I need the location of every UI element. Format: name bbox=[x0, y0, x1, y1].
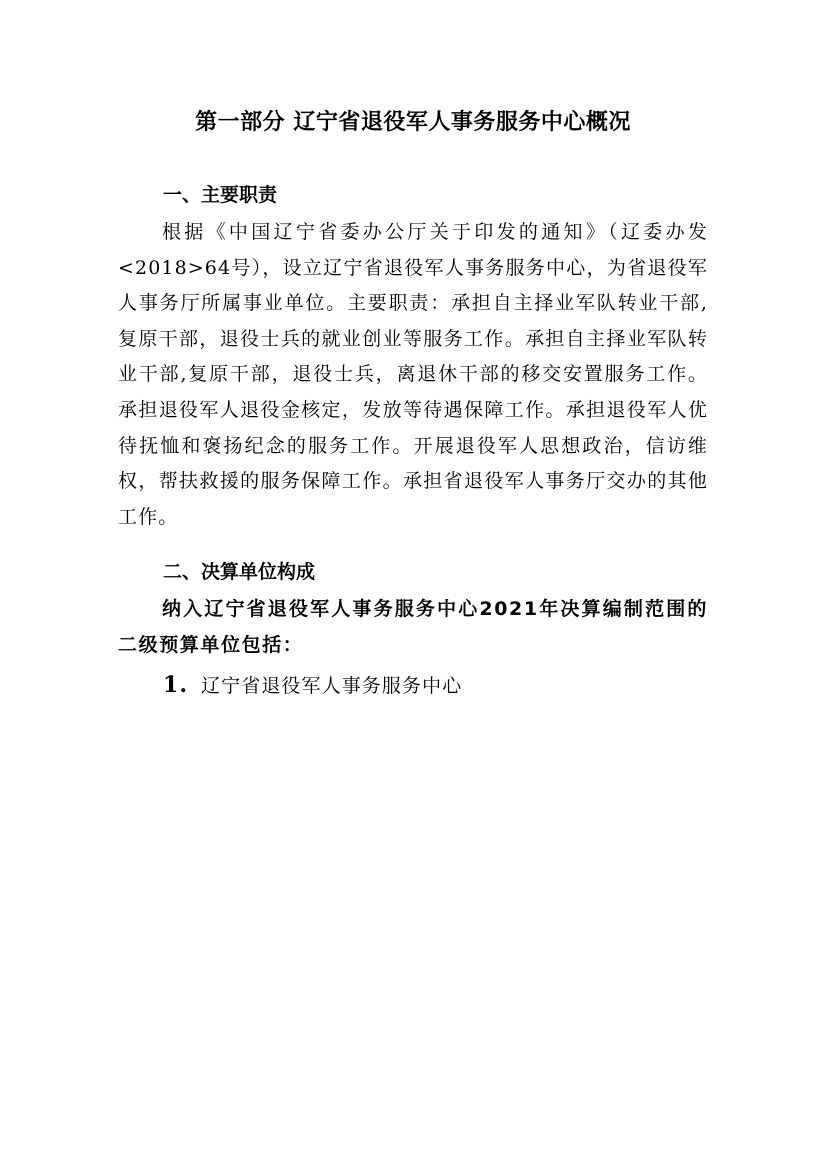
main-duties-paragraph: 根据《中国辽宁省委办公厅关于印发的通知》（辽委办发<2018>64号），设立辽宁省退役军人事务服务中心，为省退役军人事务厅所属事业单位。主要职责：承担自主择业军队转业干部,复原干部，退役士兵的就业创业等服务工作。承担自主择业军队转业干部,复原干部，退役士兵，离退休干部的移交安置服务工作。承担退役军人退役金核定，发放等待遇保障工作。承担退役军人优待抚恤和褒扬纪念的服务工作。开展退役军人思想政治，信访维权，帮扶救援的服务保障工作。承担省退役军人事务厅交办的其他工作。 bbox=[118, 221, 708, 528]
list-item-number: 1. bbox=[163, 672, 189, 698]
page-title: 第一部分 辽宁省退役军人事务服务中心概况 bbox=[195, 110, 631, 135]
list-item bbox=[163, 668, 462, 703]
section-heading-main-duties: 一、主要职责 bbox=[163, 184, 278, 206]
unit-composition-paragraph: 纳入辽宁省退役军人事务服务中心2021年决算编制范围的二级预算单位包括： bbox=[118, 598, 708, 656]
section-heading-unit-composition: 二、决算单位构成 bbox=[163, 561, 316, 583]
list-item-label: 辽宁省退役军人事务服务中心 bbox=[201, 675, 463, 697]
